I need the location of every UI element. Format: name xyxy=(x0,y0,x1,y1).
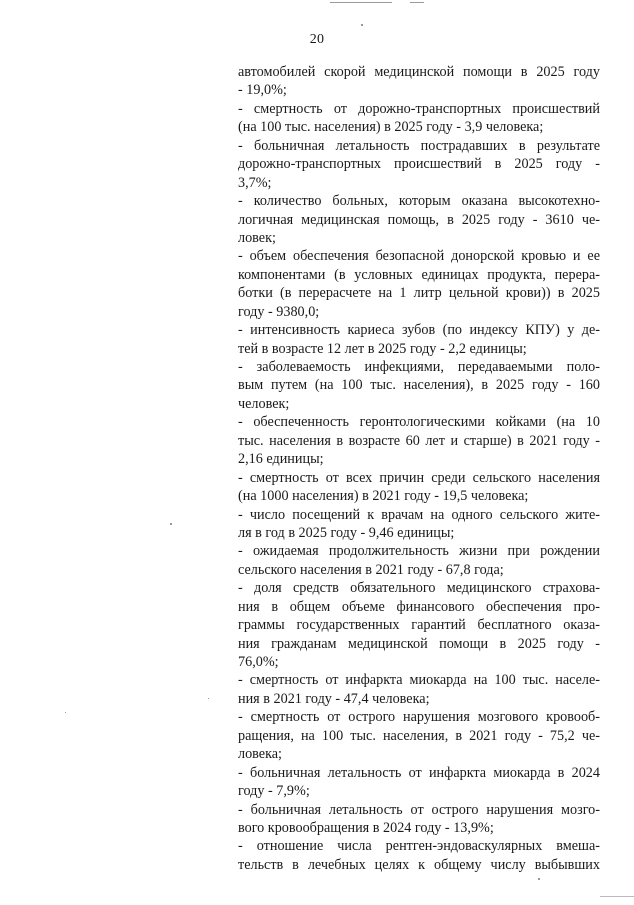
text-line: 3,7%; xyxy=(238,174,272,191)
scan-speck xyxy=(208,698,209,699)
text-line: ля в год в 2025 году - 9,46 единицы; xyxy=(238,524,455,541)
text-line: вого кровообращения в 2024 году - 13,9%; xyxy=(238,819,494,836)
text-line: ращения, на 100 тыс. населения, в 2021 году - 75,2 че- xyxy=(238,727,600,744)
text-line: сельского населения в 2021 году - 67,8 года; xyxy=(238,561,504,578)
page-number: 20 xyxy=(309,32,325,47)
text-line: - смертность от инфаркта миокарда на 100 тыс. населе- xyxy=(238,672,600,689)
text-line: году - 9380,0; xyxy=(238,303,320,320)
text-line: компонентами (в условных единицах продукта, перера- xyxy=(238,266,600,283)
text-line: ботки (в перерасчете на 1 литр цельной крови)) в 2025 xyxy=(238,285,600,302)
document-body xyxy=(238,63,600,874)
text-line: - больничная летальность пострадавших в результате xyxy=(238,137,600,154)
scan-speck xyxy=(65,712,66,713)
text-line: вым путем (на 100 тыс. населения), в 2025 году - 160 xyxy=(238,377,600,394)
text-line: ния гражданам медицинской помощи в 2025 году - xyxy=(238,635,600,652)
text-line: тельств в лечебных целях к общему числу выбывших xyxy=(238,856,600,873)
scan-artifact-top xyxy=(330,2,392,3)
text-line: - заболеваемость инфекциями, передаваемыми поло- xyxy=(238,359,600,375)
scan-artifact-bottom-right xyxy=(600,896,634,897)
text-line: - смертность от всех причин среди сельского населения xyxy=(238,469,600,486)
scan-speck xyxy=(170,523,172,525)
text-line: (на 100 тыс. населения) в 2025 году - 3,9 человека; xyxy=(238,119,544,136)
text-line: - число посещений к врачам на одного сельского жите- xyxy=(238,506,600,523)
text-line: - доля средств обязательного медицинского страхова- xyxy=(238,580,600,597)
text-line: - 19,0%; xyxy=(238,82,287,99)
text-line: году - 7,9%; xyxy=(238,783,310,800)
text-line: 76,0%; xyxy=(238,654,279,670)
text-line: ния в 2021 году - 47,4 человека; xyxy=(238,690,430,707)
text-line: - количество больных, которым оказана высокотехно- xyxy=(238,193,600,210)
text-line: ния в общем объеме финансового обеспечения про- xyxy=(238,598,600,615)
text-line: ловек; xyxy=(238,229,276,246)
text-line: (на 1000 населения) в 2021 году - 19,5 человека; xyxy=(238,488,529,505)
text-line: 2,16 единицы; xyxy=(238,451,324,468)
text-line: граммы государственных гарантий бесплатного оказа- xyxy=(238,617,600,634)
text-line: - смертность от дорожно-транспортных происшествий xyxy=(238,100,600,117)
scan-artifact-top-right xyxy=(410,2,424,3)
text-line: тей в возрасте 12 лет в 2025 году - 2,2 единицы; xyxy=(238,340,527,357)
text-line: человек; xyxy=(238,395,290,412)
text-line: тыс. населения в возрасте 60 лет и старше) в 2021 году - xyxy=(238,432,600,449)
text-line: - больничная летальность от инфаркта миокарда в 2024 xyxy=(238,764,600,781)
text-line: дорожно-транспортных происшествий в 2025 году - xyxy=(238,156,600,173)
text-line: ловека; xyxy=(238,746,283,763)
text-line: - обеспеченность геронтологическими койками (на 10 xyxy=(238,414,600,431)
text-line: - больничная летальность от острого нарушения мозго- xyxy=(238,801,600,818)
text-line: автомобилей скорой медицинской помощи в 2025 году xyxy=(238,64,600,80)
text-line: - объем обеспечения безопасной донорской кровью и ее xyxy=(238,248,600,265)
scan-speck xyxy=(538,878,540,880)
text-line: - ожидаемая продолжительность жизни при рождении xyxy=(238,543,600,560)
scan-speck xyxy=(361,24,363,26)
text-line: - отношение числа рентген-эндоваскулярных вмеша- xyxy=(238,838,600,855)
text-line: логичная медицинская помощь, в 2025 году - 3610 че- xyxy=(238,211,600,228)
text-line: - смертность от острого нарушения мозгового кровооб- xyxy=(238,709,600,726)
text-line: - интенсивность кариеса зубов (по индексу КПУ) у де- xyxy=(238,322,600,339)
